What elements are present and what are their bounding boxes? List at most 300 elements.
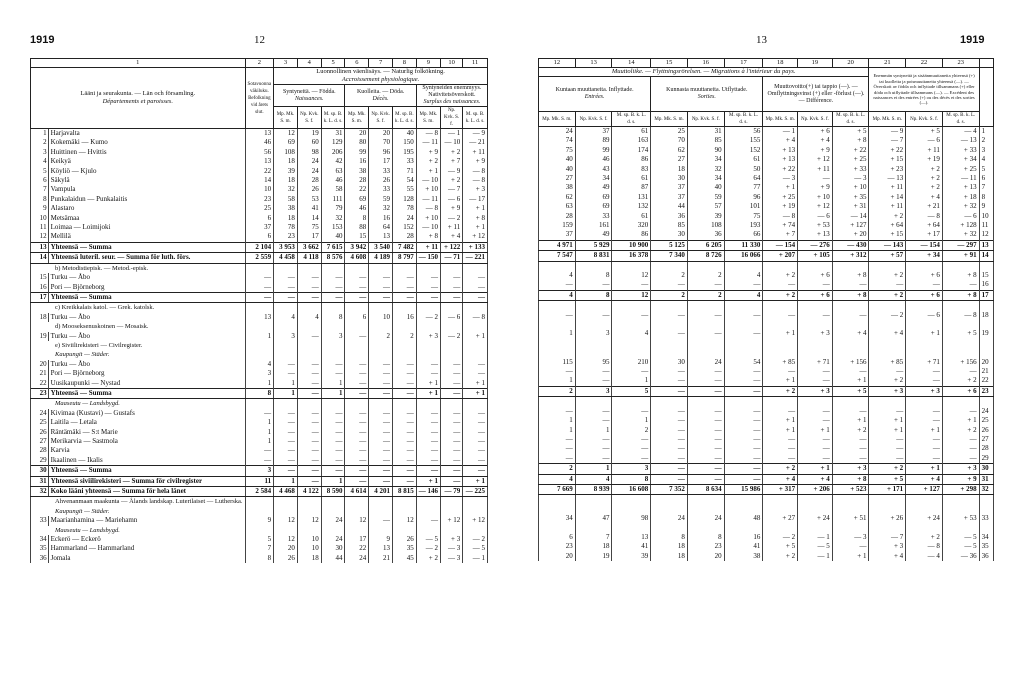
cell-value: 47 — [575, 514, 612, 523]
cell-value: — — [724, 386, 763, 396]
empty-cell — [575, 261, 612, 271]
spacer-row — [539, 320, 994, 329]
cell-value: 95 — [575, 358, 612, 367]
cell-value: 17 — [369, 157, 393, 166]
empty-cell — [345, 303, 369, 313]
cell-value: — 4 — [942, 127, 979, 137]
cell-value: 59 — [687, 193, 724, 202]
empty-cell — [345, 350, 369, 359]
cell-value: 28 — [392, 232, 416, 242]
cell-value: — — [345, 476, 369, 486]
sub-heading: Np. Kvk. S. f. — [297, 107, 321, 129]
cell-value: + 7 — [441, 157, 463, 166]
cell-value: + 34 — [942, 155, 979, 164]
cell-value: — — [369, 292, 393, 302]
cell-value: 4 201 — [369, 487, 393, 497]
cell-value: + 156 — [942, 358, 979, 367]
empty-cell — [906, 505, 943, 514]
row-number: 2 — [31, 138, 49, 147]
cell-value: 75 — [297, 223, 321, 232]
cell-value: — — [724, 454, 763, 464]
spacer-row — [539, 397, 994, 407]
cell-value: 4 — [724, 271, 763, 280]
table-row — [539, 290, 994, 300]
cell-value: 15 986 — [724, 484, 763, 494]
empty-cell — [416, 341, 440, 350]
section-label: e) Siviilirekisteri — Civilregister. — [31, 341, 246, 350]
empty-cell — [687, 339, 724, 348]
cell-value: — — [345, 418, 369, 427]
cell-value: + 1 — [832, 376, 869, 386]
cell-value: — — [463, 369, 488, 378]
cell-value: — — [441, 437, 463, 446]
cell-value: 163 — [612, 136, 651, 145]
cell-value: 99 — [345, 148, 369, 157]
cell-value: 61 — [724, 155, 763, 164]
caption-surplus — [416, 85, 487, 107]
cell-value: 2 — [651, 290, 688, 300]
cell-value: — — [798, 407, 833, 416]
row-number: 27 — [979, 435, 993, 444]
empty-cell — [724, 320, 763, 329]
cell-value: + 22 — [869, 146, 906, 155]
cell-value: + 8 — [416, 232, 440, 242]
cell-value: + 14 — [869, 193, 906, 202]
cell-value: 8 726 — [687, 251, 724, 261]
cell-value: + 5 — [869, 474, 906, 484]
cell-value: 78 — [392, 204, 416, 213]
cell-value: + 3 — [869, 386, 906, 396]
cell-value: 2 — [687, 271, 724, 280]
cell-value: 20 — [539, 552, 576, 561]
cell-value: — — [687, 329, 724, 338]
cell-value: — — [441, 456, 463, 466]
cell-value: + 13 — [942, 183, 979, 192]
cell-value: 86 — [612, 230, 651, 240]
cell-value: 62 — [651, 146, 688, 155]
empty-cell — [979, 397, 993, 407]
spacer-row — [539, 339, 994, 348]
cell-value: 111 — [321, 195, 345, 204]
cell-value: 98 — [612, 514, 651, 523]
spacer-row — [539, 301, 994, 311]
empty-cell — [687, 261, 724, 271]
row-number: 5 — [31, 167, 49, 176]
cell-value: 41 — [724, 542, 763, 551]
cell-value: + 2 — [869, 464, 906, 474]
cell-value: + 11 — [463, 148, 488, 157]
cell-value: — — [369, 516, 393, 525]
table-row — [31, 456, 488, 466]
table-row — [31, 292, 488, 302]
empty-cell — [763, 320, 798, 329]
cell-value: 1 — [321, 476, 345, 486]
table-row — [539, 376, 994, 386]
empty-cell — [942, 397, 979, 407]
row-number: 17 — [31, 292, 49, 302]
colnum: 6 — [345, 59, 369, 68]
cell-value: 4 189 — [369, 253, 393, 263]
cell-value: — — [869, 280, 906, 290]
empty-cell — [832, 505, 869, 514]
cell-value: 24 — [297, 167, 321, 176]
empty-cell — [321, 322, 345, 331]
empty-cell — [612, 397, 651, 407]
empty-cell — [463, 497, 488, 507]
cell-value: 20 — [369, 129, 393, 139]
cell-value: — 225 — [463, 487, 488, 497]
table-row — [539, 251, 994, 261]
row-label: Kivimaa (Kustavi) — Gustafs — [48, 409, 245, 418]
empty-cell — [906, 397, 943, 407]
cell-value: — — [463, 418, 488, 427]
cell-value: 4 608 — [345, 253, 369, 263]
cell-value: — — [297, 428, 321, 437]
cell-value: 80 — [345, 138, 369, 147]
cell-value: — — [345, 360, 369, 369]
cell-value: 6 — [539, 533, 576, 542]
section-label: b) Metodistiepisk. — Metod.-episk. — [31, 263, 246, 273]
empty-cell — [575, 397, 612, 407]
cell-value: 159 — [539, 221, 576, 230]
cell-value: — — [392, 283, 416, 293]
cell-value: — — [724, 280, 763, 290]
cell-value: 66 — [724, 230, 763, 240]
cell-value: 132 — [612, 202, 651, 211]
cell-value: — 8 — [906, 212, 943, 221]
cell-value: — — [798, 280, 833, 290]
cell-value: — — [906, 367, 943, 376]
cell-value: 1 — [245, 418, 274, 427]
cell-value: — — [297, 273, 321, 282]
empty-cell — [345, 497, 369, 507]
cell-value: — — [798, 435, 833, 444]
cell-value: — 8 — [416, 129, 440, 139]
cell-value: 152 — [392, 223, 416, 232]
cell-value: 16 378 — [612, 251, 651, 261]
table-row — [539, 183, 994, 192]
cell-value: 1 — [245, 379, 274, 389]
empty-cell — [942, 505, 979, 514]
cell-value: + 2 — [906, 183, 943, 192]
cell-value: + 1 — [906, 464, 943, 474]
cell-value: + 12 — [798, 202, 833, 211]
cell-value: — — [369, 437, 393, 446]
cell-value: 37 — [539, 230, 576, 240]
empty-cell — [798, 348, 833, 357]
cell-value: 320 — [612, 221, 651, 230]
cell-value: 19 — [297, 129, 321, 139]
empty-cell — [724, 301, 763, 311]
cell-value: 8 — [612, 474, 651, 484]
empty-cell — [612, 301, 651, 311]
cell-value: — — [539, 444, 576, 453]
empty-cell — [651, 301, 688, 311]
cell-value: 1 — [321, 379, 345, 389]
cell-value: + 32 — [942, 202, 979, 211]
cell-value: 42 — [321, 157, 345, 166]
cell-value: 1 — [539, 329, 576, 338]
table-row — [539, 426, 994, 435]
section-label: c) Kreikkalais katol. — Grek. katolsk. — [31, 303, 246, 313]
caption-combined-text: Enemmän syntyneitä ja sisäänmuuttaneita yhteensä (+) tai kuolleita ja poismuuttaneita yhteensä (—). — Överskott av födda och inflyttade tillsammans (+) eller döda och utflyttade tillsammans (—). — Excédent des naissances et des entrées (+) ou des décès et des sorties (—). — [873, 73, 975, 106]
cell-value: 22 — [345, 544, 369, 553]
cell-value: 24 — [687, 514, 724, 523]
cell-value: 78 — [274, 223, 298, 232]
empty-cell — [345, 507, 369, 516]
cell-value: — — [297, 476, 321, 486]
cell-value: 128 — [392, 195, 416, 204]
cell-value: — 221 — [463, 253, 488, 263]
cell-value: + 6 — [798, 271, 833, 280]
cell-value: + 4 — [798, 136, 833, 145]
cell-value: + 317 — [763, 484, 798, 494]
year-left: 1919 — [30, 34, 55, 46]
cell-value: — — [575, 376, 612, 386]
empty-cell — [798, 261, 833, 271]
table-row — [539, 165, 994, 174]
cell-value: — 2 — [416, 544, 440, 553]
cell-value: — — [463, 466, 488, 476]
empty-cell — [724, 524, 763, 533]
cell-value: — — [345, 428, 369, 437]
cell-value: 96 — [369, 148, 393, 157]
section-row — [31, 497, 488, 507]
empty-cell — [979, 505, 993, 514]
empty-cell — [539, 397, 576, 407]
cell-value: — — [763, 454, 798, 464]
cell-value: — 154 — [906, 240, 943, 250]
empty-cell — [798, 495, 833, 505]
cell-value: + 24 — [798, 514, 833, 523]
cell-value: + 1 — [763, 426, 798, 435]
empty-cell — [651, 524, 688, 533]
cell-value: 5 — [245, 535, 274, 544]
cell-value: + 33 — [942, 146, 979, 155]
cell-value: 195 — [392, 148, 416, 157]
row-number: 14 — [979, 251, 993, 261]
cell-value: + 64 — [869, 221, 906, 230]
cell-value: 150 — [392, 138, 416, 147]
cell-value: 44 — [651, 202, 688, 211]
row-number: 32 — [979, 484, 993, 494]
cell-value: — 154 — [763, 240, 798, 250]
cell-value: — — [274, 437, 298, 446]
cell-value: 5 929 — [575, 240, 612, 250]
cell-value: + 10 — [832, 183, 869, 192]
sub-heading: Mp. Mk. S. m. — [274, 107, 298, 129]
empty-cell — [906, 339, 943, 348]
empty-cell — [245, 263, 274, 273]
empty-cell — [687, 397, 724, 407]
cell-value: — — [369, 379, 393, 389]
cell-value: 70 — [651, 136, 688, 145]
row-number: 7 — [31, 185, 49, 194]
caption-area — [31, 68, 246, 129]
row-number: 9 — [979, 202, 993, 211]
cell-value: 3 — [245, 466, 274, 476]
cell-value: — — [906, 376, 943, 386]
cell-value: 4 — [274, 313, 298, 322]
cell-value: — — [416, 273, 440, 282]
row-number: 19 — [31, 332, 49, 341]
empty-cell — [798, 301, 833, 311]
row-number: 20 — [979, 358, 993, 367]
empty-cell — [763, 301, 798, 311]
cell-value: — — [763, 367, 798, 376]
colnum: 20 — [832, 59, 869, 68]
cell-value: — — [297, 437, 321, 446]
row-number: 6 — [31, 176, 49, 185]
cell-value: + 22 — [832, 146, 869, 155]
cell-value: 1 — [245, 428, 274, 437]
cell-value: — 1 — [463, 554, 488, 563]
cell-value: — — [798, 367, 833, 376]
cell-value: — — [463, 456, 488, 466]
sub-heading: M. sp. B. k. L. d. s. — [463, 107, 488, 129]
row-number: 3 — [31, 148, 49, 157]
cell-value: — — [763, 280, 798, 290]
cell-value: — — [441, 292, 463, 302]
cell-value: 24 — [321, 535, 345, 544]
cell-value: — — [369, 283, 393, 293]
cell-value: — 146 — [416, 487, 440, 497]
caption-combined — [869, 68, 979, 112]
cell-value: + 3 — [906, 386, 943, 396]
cell-value: 16 608 — [612, 484, 651, 494]
sub-heading: M. sp. B. k. L. d. s. — [392, 107, 416, 129]
empty-cell — [245, 322, 274, 331]
cell-value: 6 — [345, 313, 369, 322]
cell-value: — 11 — [942, 174, 979, 183]
empty-cell — [416, 303, 440, 313]
cell-value: — — [906, 280, 943, 290]
row-label: Loimaa — Loimijoki — [48, 223, 245, 232]
empty-cell — [869, 495, 906, 505]
cell-value: + 25 — [832, 155, 869, 164]
row-label: Köyliö — Kjulo — [48, 167, 245, 176]
section-label: Maaseutu — Landsbygd. — [31, 526, 246, 535]
cell-value: 12 — [345, 516, 369, 525]
table-row — [31, 253, 488, 263]
cell-value: — — [724, 367, 763, 376]
cell-value: 108 — [687, 221, 724, 230]
cell-value: + 206 — [798, 484, 833, 494]
cell-value: 18 — [274, 157, 298, 166]
cell-value: — — [392, 409, 416, 418]
cell-value: — — [345, 332, 369, 341]
cell-value: + 6 — [798, 127, 833, 137]
cell-value: — 7 — [869, 136, 906, 145]
row-label: Metsämaa — [48, 214, 245, 223]
cell-value: — — [724, 444, 763, 453]
cell-value: — 143 — [869, 240, 906, 250]
empty-cell — [763, 495, 798, 505]
colnum: 13 — [575, 59, 612, 68]
cell-value: — — [369, 476, 393, 486]
row-label: Harjavalta — [48, 129, 245, 139]
empty-cell — [321, 341, 345, 350]
cell-value: 39 — [274, 167, 298, 176]
cell-value: — 2 — [441, 214, 463, 223]
cell-value: + 9 — [416, 148, 440, 157]
cell-value: 89 — [575, 136, 612, 145]
row-number: 26 — [31, 428, 49, 437]
empty-cell — [832, 348, 869, 357]
sub-heading: Np. Kvk. S. f. — [441, 107, 463, 129]
cell-value: — — [763, 311, 798, 320]
cell-value: — — [297, 456, 321, 466]
cell-value: — — [906, 416, 943, 425]
cell-value: 27 — [539, 174, 576, 183]
row-number: 23 — [31, 388, 49, 398]
row-number: 12 — [979, 230, 993, 240]
cell-value: 3 540 — [369, 242, 393, 252]
caption-births-fr: Naissances. — [295, 95, 324, 102]
empty-cell — [345, 399, 369, 409]
cell-value: + 8 — [942, 271, 979, 280]
cell-value: + 11 — [416, 242, 440, 252]
empty-cell — [869, 524, 906, 533]
cell-value: — — [832, 542, 869, 551]
cell-value: — — [763, 444, 798, 453]
empty-cell — [441, 263, 463, 273]
section-label: Kaupungit — Städer. — [31, 350, 246, 359]
empty-cell — [612, 320, 651, 329]
cell-value: 24 — [345, 554, 369, 563]
cell-value: 12 — [612, 271, 651, 280]
empty-cell — [869, 320, 906, 329]
empty-cell — [463, 350, 488, 359]
cell-value: 174 — [612, 146, 651, 155]
empty-cell — [441, 341, 463, 350]
cell-value: — — [798, 311, 833, 320]
cell-value: 115 — [539, 358, 576, 367]
empty-cell — [869, 397, 906, 407]
cell-value: + 20 — [832, 230, 869, 240]
cell-value: 10 — [297, 535, 321, 544]
cell-value: 4 — [539, 290, 576, 300]
cell-value: — 6 — [906, 311, 943, 320]
cell-value: + 8 — [942, 290, 979, 300]
empty-cell — [942, 524, 979, 533]
cell-value: 28 — [539, 212, 576, 221]
cell-value: — — [392, 369, 416, 378]
caption-deaths-fr: Décès. — [372, 95, 389, 102]
row-number: 26 — [979, 426, 993, 435]
empty-cell — [369, 350, 393, 359]
row-number: 23 — [979, 386, 993, 396]
cell-value: + 3 — [832, 464, 869, 474]
cell-value: — — [369, 369, 393, 378]
empty-cell — [369, 303, 393, 313]
cell-value: 2 — [651, 271, 688, 280]
cell-value: 10 900 — [612, 240, 651, 250]
sub-heading: M. sp. B. k. L. d. s. — [321, 107, 345, 129]
cell-value: — 8 — [463, 167, 488, 176]
empty-cell — [869, 505, 906, 514]
table-row — [31, 242, 488, 252]
cell-value: — — [441, 283, 463, 293]
row-number: 16 — [979, 280, 993, 290]
cell-value: 16 — [345, 157, 369, 166]
cell-value: — — [763, 407, 798, 416]
sub-heading: Mp. Mk. S. m. — [651, 112, 688, 127]
cell-value: + 122 — [441, 242, 463, 252]
cell-value: + 24 — [906, 514, 943, 523]
cell-value: — 3 — [441, 554, 463, 563]
caption-in-fr: Entrées. — [584, 94, 605, 100]
